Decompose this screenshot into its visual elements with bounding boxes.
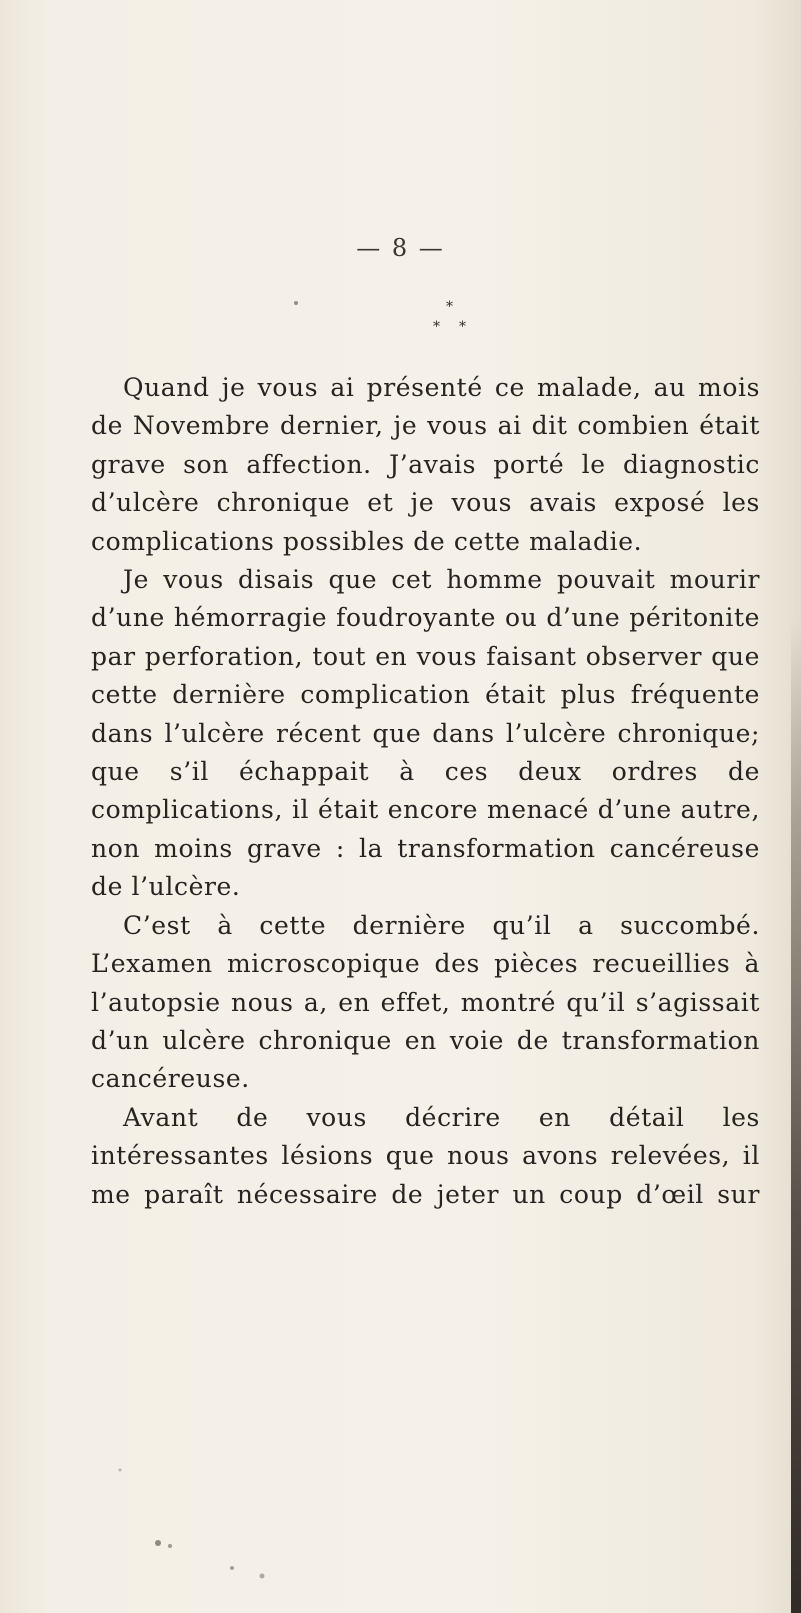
paragraph: Avant de vous décrire en détail les intéressantes lésions que nous avons relevées, il me paraît nécessaire de jeter un coup d’œil sur	[91, 1102, 760, 1209]
page-edge-shadow	[791, 620, 801, 1613]
body-text	[91, 369, 760, 1214]
asterism-star: *	[433, 319, 440, 335]
paragraph: Quand je vous ai présenté ce malade, au mois de Novembre dernier, je vous ai dit combien était grave son affection. J’avais porté le diagnostic d’ulcère chronique et je vous avais exposé les complications possibles de cette maladie.	[91, 373, 760, 556]
paragraph: Je vous disais que cet homme pouvait mourir d’une hémorragie foudroyante ou d’une péritonite par perforation, tout en vous faisant observer que cette dernière complication était plus fréquente dans l’ulcère récent que dans l’ulcère chronique; que s’il échappait à ces deux ordres de complications, il était encore menacé d’une autre, non moins grave : la transformation cancéreuse de l’ulcère.	[91, 565, 760, 902]
paragraph: C’est à cette dernière qu’il a succombé. L’examen microscopique des pièces recueillies à l’autopsie nous a, en effet, montré qu’il s’agissait d’un ulcère chronique en voie de transformation cancéreuse.	[91, 910, 760, 1094]
asterism-divider	[0, 300, 801, 346]
asterism-star: *	[459, 319, 466, 335]
page-number: — 8 —	[356, 234, 445, 262]
asterism-star: *	[446, 299, 453, 315]
